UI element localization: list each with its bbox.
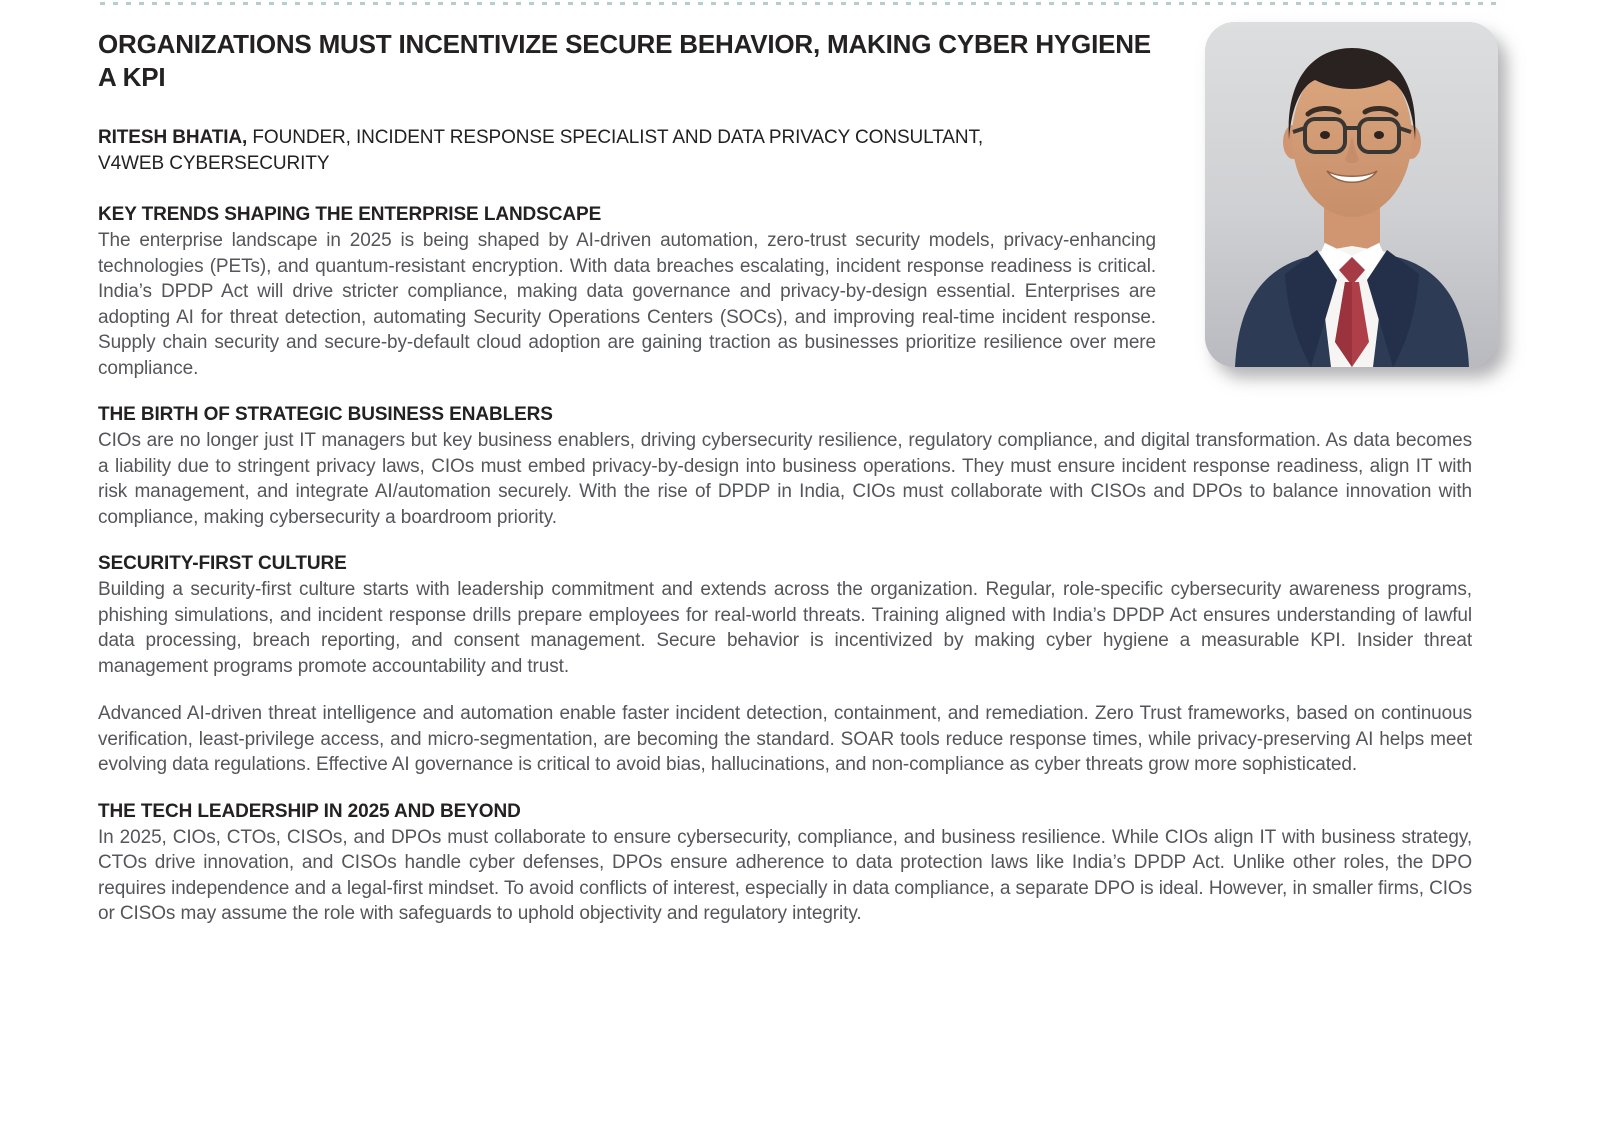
section-paragraph: CIOs are no longer just IT managers but key business enablers, driving cybersecurity resilience, regulatory compliance, and digital transformation. As data becomes a liability due to stringent privacy laws, CIOs must embed privacy-by-design into business operations. They must ensure incident response readiness, align IT with risk management, and integrate AI/automation securely. With the rise of DPDP in India, CIOs must collaborate with CISOs and DPOs to balance innovation with compliance, making cybersecurity a boardroom priority. [98,430,1472,528]
byline [98,125,1188,177]
author-name: RITESH BHATIA, [98,127,248,148]
section-paragraph: Advanced AI-driven threat intelligence and automation enable faster incident detection, containment, and remediation. Zero Trust frameworks, based on continuous verification, least-privilege access, and micro-segmentation, are becoming the standard. SOAR tools reduce response times, while privacy-preserving AI helps meet evolving data regulations. Effective AI governance is critical to avoid bias, hallucinations, and non-compliance as cyber threats grow more sophisticated. [98,703,1472,775]
article-section [98,552,1472,679]
section-heading: SECURITY-FIRST CULTURE [98,553,347,574]
section-paragraph: In 2025, CIOs, CTOs, CISOs, and DPOs must collaborate to ensure cybersecurity, compliance, and business resilience. While CIOs align IT with business strategy, CTOs drive innovation, and CISOs handle cyber defenses, DPOs ensure adherence to data protection laws like India’s DPDP Act. Unlike other roles, the DPO requires independence and a legal-first mindset. To avoid conflicts of interest, especially in data compliance, a separate DPO is ideal. However, in smaller firms, CIOs or CISOs may assume the role with safeguards to uphold objectivity and regulatory integrity. [98,826,1472,924]
article [98,28,1472,927]
article-sections [98,203,1472,927]
author-company: V4WEB CYBERSECURITY [98,153,330,174]
author-role: FOUNDER, INCIDENT RESPONSE SPECIALIST AND DATA PRIVACY CONSULTANT, [252,127,984,148]
top-dotted-border [100,2,1500,5]
page-title-line-2: A KPI [98,62,166,92]
article-section [98,203,1472,381]
section-heading: THE TECH LEADERSHIP IN 2025 AND BEYOND [98,800,521,822]
page-title-line-1: ORGANIZATIONS MUST INCENTIVIZE SECURE BEHAVIOR, MAKING CYBER HYGIENE [98,29,1151,59]
section-paragraph: The enterprise landscape in 2025 is being shaped by AI-driven automation, zero-trust security models, privacy-enhancing technologies (PETs), and quantum-resistant encryption. With data breaches escalating, incident response readiness is critical. India’s DPDP Act will drive stricter compliance, making data governance and privacy-by-design essential. Enterprises are adopting AI for threat detection, automating Security Operations Centers (SOCs), and improving real-time incident response. Supply chain security and secure-by-default cloud adoption are gaining traction as businesses prioritize resilience over mere compliance. [98,230,1156,379]
article-section [98,701,1472,778]
section-heading: THE BIRTH OF STRATEGIC BUSINESS ENABLERS [98,404,553,425]
article-section [98,403,1472,530]
section-paragraph: Building a security-first culture starts with leadership commitment and extends across the organization. Regular, role-specific cybersecurity awareness programs, phishing simulations, and incident response drills prepare employees for real-world threats. Training aligned with India’s DPDP Act ensures understanding of lawful data processing, breach reporting, and consent management. Secure behavior is incentivized by making cyber hygiene a measurable KPI. Insider threat management programs promote accountability and trust. [98,579,1472,677]
section-heading: KEY TRENDS SHAPING THE ENTERPRISE LANDSCAPE [98,204,602,225]
page-title [98,28,1188,94]
article-section [98,800,1472,927]
